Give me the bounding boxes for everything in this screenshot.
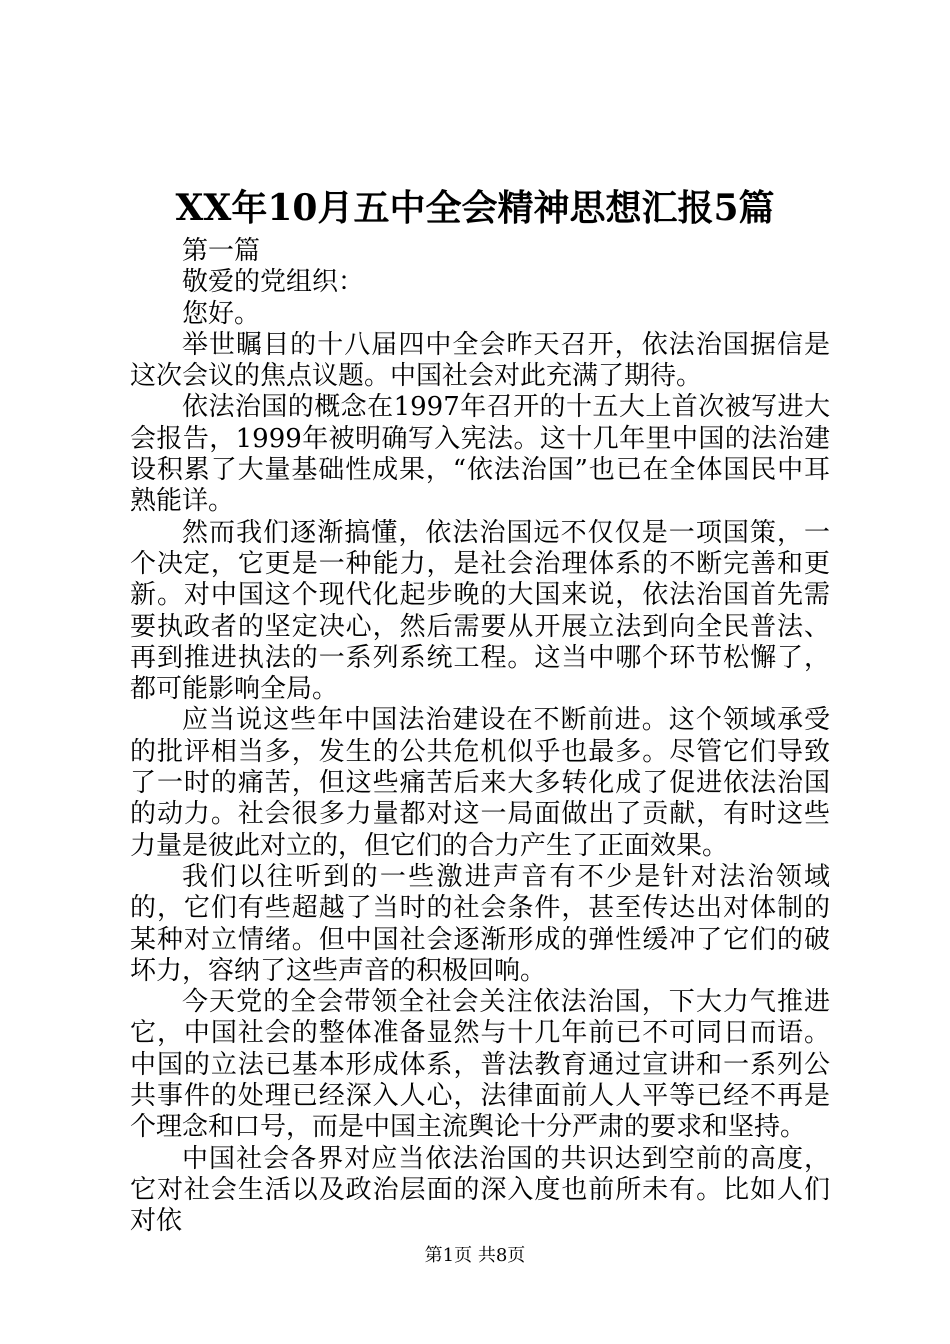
document-body (130, 236, 830, 1238)
salutation: 敬爱的党组织： (182, 267, 365, 298)
document-title: XX年10月五中全会精神思想汇报5篇 (175, 187, 775, 229)
body-paragraph: 举世瞩目的十八届四中全会昨天召开，依法治国据信是这次会议的焦点议题。中国社会对此充满了期待。 (130, 329, 830, 392)
page-number: 第1页 共8页 (424, 1245, 526, 1266)
body-paragraph: 我们以往听到的一些激进声音有不少是针对法治领域的，它们有些超越了当时的社会条件，甚至传达出对体制的某种对立情绪。但中国社会逐渐形成的弹性缓冲了它们的破坏力，容纳了这些声音的积极回响。 (130, 861, 830, 986)
section-heading: 第一篇 (182, 236, 261, 266)
body-paragraph: 依法治国的概念在1997年召开的十五大上首次被写进大会报告，1999年被明确写入宪法。这十几年里中国的法治建设积累了大量基础性成果，“依法治国”也已在全体国民中耳熟能详。 (130, 392, 830, 517)
body-paragraph: 今天党的全会带领全社会关注依法治国，下大力气推进它，中国社会的整体准备显然与十几年前已不可同日而语。中国的立法已基本形成体系，普法教育通过宣讲和一系列公共事件的处理已经深入人心，法律面前人人平等已经不再是个理念和口号，而是中国主流舆论十分严肃的要求和坚持。 (130, 987, 830, 1143)
body-paragraph: 然而我们逐渐搞懂，依法治国远不仅仅是一项国策，一个决定，它更是一种能力，是社会治理体系的不断完善和更新。对中国这个现代化起步晚的大国来说，依法治国首先需要执政者的坚定决心，然后需要从开展立法到向全民普法、再到推进执法的一系列系统工程。这当中哪个环节松懈了，都可能影响全局。 (130, 517, 830, 705)
body-paragraph: 中国社会各界对应当依法治国的共识达到空前的高度，它对社会生活以及政治层面的深入度也前所未有。比如人们对依 (130, 1143, 830, 1237)
page-footer (0, 1244, 950, 1268)
body-paragraph: 应当说这些年中国法治建设在不断前进。这个领域承受的批评相当多，发生的公共危机似乎也最多。尽管它们导致了一时的痛苦，但这些痛苦后来大多转化成了促进依法治国的动力。社会很多力量都对这一局面做出了贡献，有时这些力量是彼此对立的，但它们的合力产生了正面效果。 (130, 705, 830, 861)
greeting: 您好。 (182, 298, 261, 329)
